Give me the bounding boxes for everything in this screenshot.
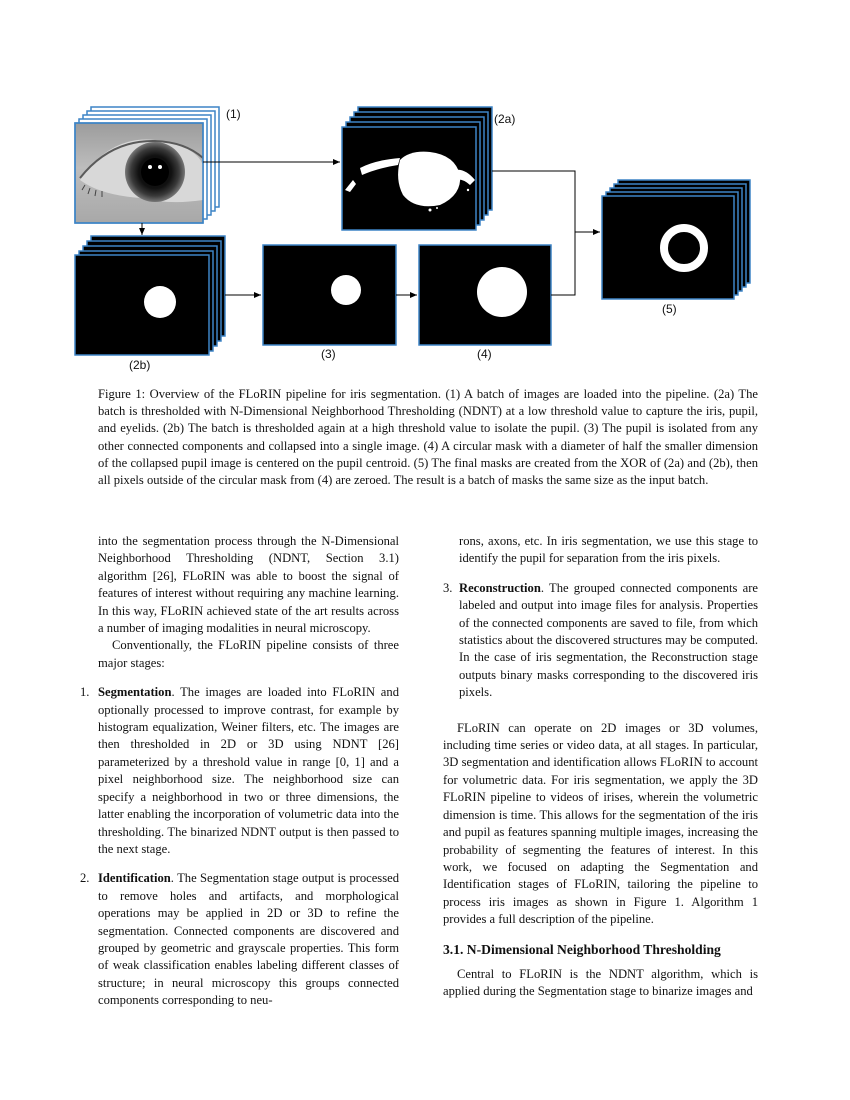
- stack-2b-high-threshold: [75, 236, 225, 355]
- label-5: (5): [662, 302, 677, 316]
- item-text: . The Segmentation stage output is processed to remove holes and artifacts, and morphological operations may be applied in 2D or 3D to refine the segmentation. Connected components are discovered and grouped by geometric and grayscale properties. This form of weak classification enables labeling different classes of structure; in neural microscopy this groups connected components corresponding to neu-: [98, 871, 399, 1008]
- list-item: [80, 684, 399, 858]
- list-number: 1.: [80, 685, 90, 700]
- term-identification: Identification: [98, 871, 171, 886]
- figure-caption: Figure 1: Overview of the FLoRIN pipeline for iris segmentation. (1) A batch of images are loaded into the pipeline. (2a) The batch is thresholded with N-Dimensional Neighborhood Thresholding (NDNT) at a low threshold value to capture the iris, pupil, and eyelids. (2b) The batch is thresholded again at a high threshold value to isolate the pupil. (3) The pupil is isolated from any other connected components and collapsed into a single image. (4) A circular mask with a diameter of half the smaller dimension of the collapsed pupil image is centered on the pupil centroid. (5) The final masks are created from the XOR of (2a) and (2b), then all pixels outside of the circular mask from (4) are zeroed. The result is a batch of masks the same size as the input batch.: [98, 387, 758, 488]
- section-heading: 3.1. N-Dimensional Neighborhood Thresholding: [443, 941, 721, 957]
- paragraph: rons, axons, etc. In iris segmentation, we use this stage to identify the pupil for separation from the iris pixels.: [459, 534, 758, 566]
- stage-list: [80, 684, 399, 1009]
- list-number: 2.: [80, 871, 90, 886]
- stack-1-input-images: [75, 107, 219, 223]
- label-3: (3): [321, 347, 336, 361]
- label-2b: (2b): [129, 358, 151, 372]
- panel-3-collapsed-pupil: [263, 245, 396, 345]
- paragraph: Central to FLoRIN is the NDNT algorithm, which is applied during the Segmentation stage to binarize images and: [443, 966, 758, 999]
- panel-4-circular-mask: [419, 245, 551, 345]
- paragraph: FLoRIN can operate on 2D images or 3D volumes, including time series or video data, at all stages. In particular, 3D segmentation and identification allows FLoRIN to account for volumetric data. For iris segmentation, we apply the 3D FLoRIN pipeline to videos of irises, wherein the volumetric dimension is time. This allows for the segmentation of the iris and pupil as features spanning multiple images, increasing the probability of segmenting the features of interest. In this work, we focused on adapting the Segmentation and Identification stages of FLoRIN, tailoring the pipeline to process iris images as shown in Figure 1. Algorithm 1 provides a full description of the pipeline.: [443, 720, 758, 927]
- paragraph: Conventionally, the FLoRIN pipeline consists of three major stages:: [98, 638, 399, 670]
- term-segmentation: Segmentation: [98, 685, 172, 700]
- pipeline-figure: [0, 0, 850, 380]
- item-text: . The images are loaded into FLoRIN and optionally processed to improve contrast, for example by histogram equalization, Weiner filters, etc. The images are then thresholded in 2D or 3D using NDNT [26] parameterized by a threshold value in range [0, 1] and a pixel neighborhood size. The neighborhood size can specify a neighborhood in two or three dimensions, the latter enabling the incorporation of volumetric data into the thresholding. The binarized NDNT output is then passed to the next stage.: [98, 685, 399, 856]
- term-reconstruction: Reconstruction: [459, 580, 541, 595]
- label-4: (4): [477, 347, 492, 361]
- label-1: (1): [226, 107, 241, 121]
- right-column: [443, 533, 758, 1001]
- stage-list-cont: [443, 580, 758, 702]
- left-column: [80, 533, 399, 1010]
- item-text: . The grouped connected components are labeled and output into image files for analysis. Properties of the connected components are saved to file, from which statistics about the discovered structures may be computed. In the case of iris segmentation, the Reconstruction stage outputs binary masks corresponding to the discovered iris pixels.: [459, 580, 758, 700]
- label-2a: (2a): [494, 112, 516, 126]
- stack-2a-low-threshold: [342, 107, 492, 230]
- pipeline-diagram: [0, 0, 850, 380]
- list-number: 3.: [443, 580, 453, 595]
- stack-5-final-masks: [602, 180, 750, 299]
- paragraph: into the segmentation process through the N-Dimensional Neighborhood Thresholding (NDNT, Section 3.1) algorithm [26], FLoRIN was able to boost the signal of features of interest without requiring any machine learning. In this way, FLoRIN achieved state of the art results across a number of imaging modalities in neural microscopy.: [98, 534, 399, 636]
- list-item: [80, 870, 399, 1009]
- list-item: [443, 580, 758, 702]
